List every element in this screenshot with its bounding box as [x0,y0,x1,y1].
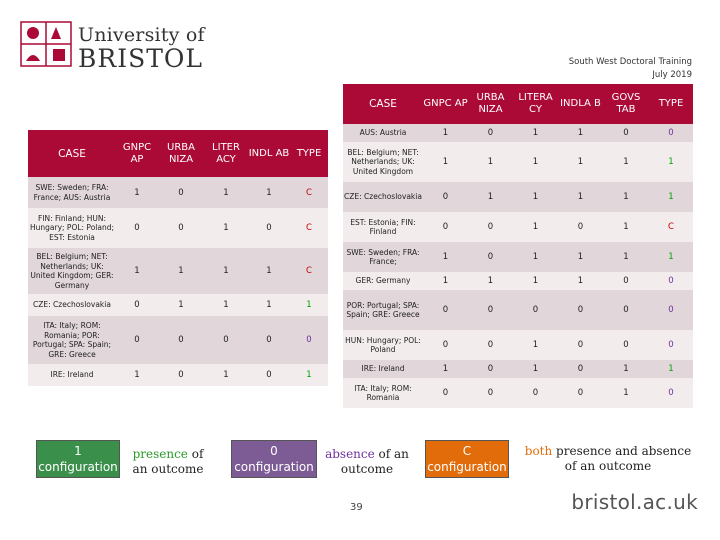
cell-value: 0 [468,360,513,378]
cell-value: 0 [423,378,468,408]
type-value: 1 [649,182,693,212]
cell-value: 1 [558,182,603,212]
cell-value: 0 [423,290,468,330]
case-label: ITA: Italy; ROM: Romania [343,378,423,408]
table-row [343,290,693,330]
table-row [28,294,328,316]
cell-value: 1 [603,360,649,378]
right-truth-table [343,84,693,408]
case-label: IRE: Ireland [343,360,423,378]
cell-value: 1 [204,294,248,316]
case-label: SWE: Sweden; FRA: France; [343,242,423,272]
cell-value: 1 [558,124,603,142]
right-header-type: TYPE [649,84,693,124]
case-label: BEL: Belgium; NET: Netherlands; UK: United Kingdom [343,142,423,182]
table-row [343,378,693,408]
cell-value: 1 [204,364,248,386]
legend-text-absence [322,447,412,477]
table-row [28,177,328,208]
cell-value: 1 [423,272,468,290]
cell-value: 0 [158,316,204,364]
type-value: 1 [290,364,328,386]
left-header-literacy: LITER ACY [204,130,248,177]
legend-box-0 [231,440,317,478]
legend-box-c-label: configuration [427,460,507,474]
cell-value: 1 [468,142,513,182]
cell-value: 0 [468,330,513,360]
cell-value: 0 [158,177,204,208]
case-label: CZE: Czechoslovakia [343,182,423,212]
subtitle-line2: July 2019 [652,70,692,80]
type-value: 0 [649,378,693,408]
legend-box-0-number: 0 [270,444,278,458]
legend-text-presence [128,447,208,477]
table-row [343,272,693,290]
cell-value: 0 [468,212,513,242]
logo-line1: University of [78,24,205,46]
case-label: HUN: Hungary; POL: Poland [343,330,423,360]
cell-value: 0 [423,212,468,242]
cell-value: 1 [558,272,603,290]
university-logo [20,18,205,73]
cell-value: 1 [204,248,248,294]
cell-value: 1 [558,242,603,272]
table-row [28,208,328,248]
cell-value: 1 [423,142,468,182]
right-header-urbaniza: URBA NIZA [468,84,513,124]
table-row [343,330,693,360]
case-label: BEL: Belgium; NET: Netherlands; UK: United Kingdom; GER: Germany [28,248,116,294]
cell-value: 1 [423,124,468,142]
type-value: 1 [649,360,693,378]
cell-value: 1 [116,364,158,386]
cell-value: 0 [468,290,513,330]
cell-value: 0 [558,330,603,360]
type-value: 1 [649,242,693,272]
left-header-case: CASE [28,130,116,177]
table-row [28,248,328,294]
cell-value: 0 [558,212,603,242]
logo-line2: BRISTOL [78,44,203,73]
case-label: CZE: Czechoslovakia [28,294,116,316]
cell-value: 1 [423,360,468,378]
table-row [343,142,693,182]
cell-value: 0 [603,124,649,142]
cell-value: 0 [468,124,513,142]
legend-presence-word: presence [132,447,188,461]
legend-box-1 [36,440,120,478]
cell-value: 0 [248,316,290,364]
legend-presence-rest: of an outcome [132,447,204,476]
cell-value: 1 [423,242,468,272]
type-value: 0 [290,316,328,364]
case-label: AUS: Austria [343,124,423,142]
cell-value: 1 [248,294,290,316]
cell-value: 1 [513,182,558,212]
cell-value: 0 [513,378,558,408]
legend-absence-rest: of an outcome [340,447,409,476]
type-value: 0 [649,124,693,142]
cell-value: 1 [204,208,248,248]
legend-both-word: both [524,444,553,458]
cell-value: 1 [468,272,513,290]
cell-value: 1 [603,378,649,408]
cell-value: 1 [603,182,649,212]
type-value: 0 [649,272,693,290]
cell-value: 0 [248,208,290,248]
cell-value: 0 [558,290,603,330]
cell-value: 0 [468,242,513,272]
subtitle-line1: South West Doctoral Training [568,57,692,67]
cell-value: 0 [116,294,158,316]
slide-subtitle [569,56,692,82]
left-header-indlab: INDL AB [248,130,290,177]
cell-value: 1 [513,272,558,290]
legend-absence-word: absence [325,447,375,461]
cell-value: 0 [204,316,248,364]
legend-both-rest: presence and absence of an outcome [552,444,692,473]
table-row [343,182,693,212]
case-label: GER: Germany [343,272,423,290]
cell-value: 1 [513,124,558,142]
cell-value: 0 [116,316,158,364]
type-value: C [290,177,328,208]
table-row [343,124,693,142]
table-row [343,242,693,272]
cell-value: 1 [513,242,558,272]
cell-value: 0 [423,182,468,212]
right-header-govstab: GOVS TAB [603,84,649,124]
cell-value: 0 [513,290,558,330]
type-value: 0 [649,330,693,360]
bristol-crest-icon [20,21,72,67]
cell-value: 0 [603,290,649,330]
right-header-gnpcap: GNPC AP [423,84,468,124]
left-truth-table [28,130,328,386]
left-header-type: TYPE [290,130,328,177]
cell-value: 1 [158,248,204,294]
right-header-indlab: INDLA B [558,84,603,124]
cell-value: 0 [468,378,513,408]
legend-box-1-label: configuration [38,460,118,474]
cell-value: 0 [116,208,158,248]
type-value: C [649,212,693,242]
case-label: SWE: Sweden; FRA: France; AUS: Austria [28,177,116,208]
cell-value: 0 [158,364,204,386]
case-label: ITA: Italy; ROM: Romania; POR: Portugal; SPA: Spain; GRE: Greece [28,316,116,364]
cell-value: 1 [558,142,603,182]
cell-value: 0 [603,330,649,360]
case-label: POR: Portugal; SPA: Spain; GRE: Greece [343,290,423,330]
left-header-gnpcap: GNPC AP [116,130,158,177]
cell-value: 1 [513,142,558,182]
case-label: EST: Estonia; FIN: Finland [343,212,423,242]
cell-value: 1 [603,242,649,272]
page-number: 39 [350,502,363,513]
legend-box-c-number: C [462,444,472,458]
cell-value: 1 [116,248,158,294]
left-header-urbaniza: URBA NIZA [158,130,204,177]
cell-value: 1 [158,294,204,316]
cell-value: 0 [558,378,603,408]
type-value: 0 [649,290,693,330]
cell-value: 0 [603,272,649,290]
cell-value: 1 [248,248,290,294]
legend-text-both [518,444,698,474]
cell-value: 1 [204,177,248,208]
legend-box-1-number: 1 [74,444,82,458]
cell-value: 0 [558,360,603,378]
legend-box-c [425,440,509,478]
cell-value: 0 [423,330,468,360]
legend-box-0-label: configuration [234,460,314,474]
cell-value: 1 [513,360,558,378]
case-label: IRE: Ireland [28,364,116,386]
cell-value: 1 [513,330,558,360]
cell-value: 1 [513,212,558,242]
right-header-literacy: LITERA CY [513,84,558,124]
cell-value: 0 [248,364,290,386]
cell-value: 1 [116,177,158,208]
table-row [343,212,693,242]
type-value: 1 [290,294,328,316]
cell-value: 1 [248,177,290,208]
type-value: C [290,248,328,294]
table-row [28,364,328,386]
type-value: C [290,208,328,248]
cell-value: 1 [468,182,513,212]
case-label: FIN: Finland; HUN: Hungary; POL: Poland; EST: Estonia [28,208,116,248]
cell-value: 1 [603,142,649,182]
table-row [28,316,328,364]
table-row [343,360,693,378]
cell-value: 1 [603,212,649,242]
footer-url: bristol.ac.uk [571,490,698,514]
cell-value: 0 [158,208,204,248]
type-value: 1 [649,142,693,182]
right-header-case: CASE [343,84,423,124]
